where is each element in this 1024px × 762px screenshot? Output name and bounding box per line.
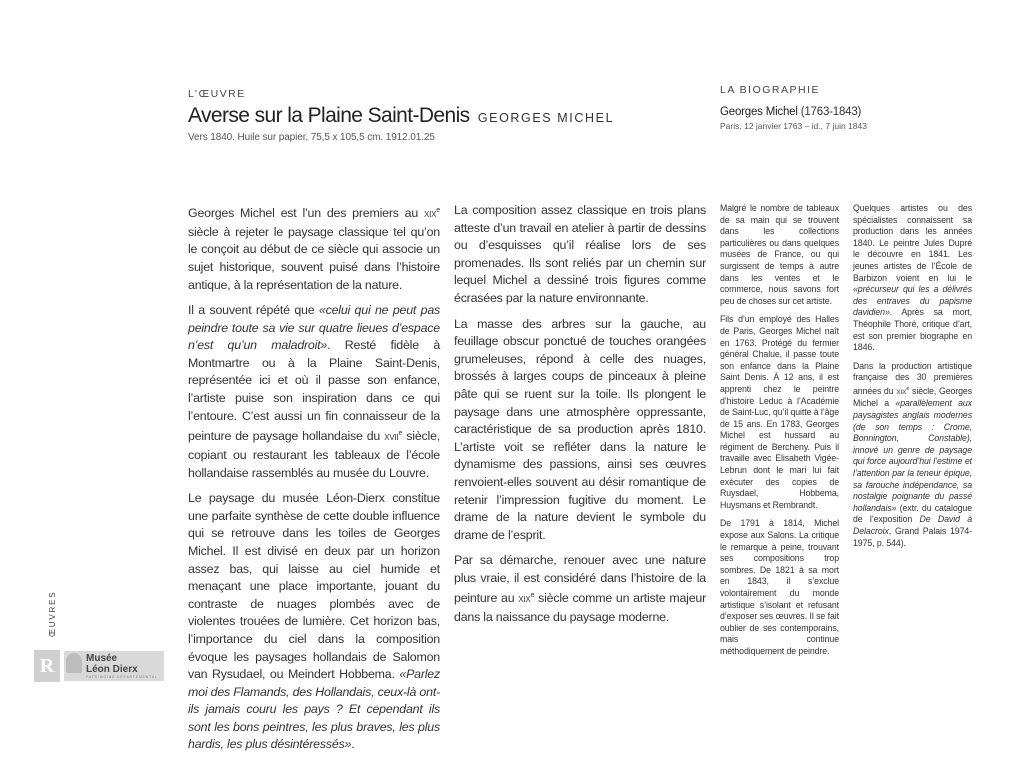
col3-paragraph-3: De 1791 à 1814, Michel expose aux Salons. La critique le remarque à peine, trouvant ses compositions trop sombres. De 1821 à sa mort en 1843, il s’exclue volontairement du monde artistique s’isolant et refusant d’exposer ses œuvres. Il se fait oublier de ses contemporains, mais continue méthodiquement de peindre.	[720, 518, 839, 656]
artwork-meta: Vers 1840. Huile sur papier. 75,5 x 105,5 cm. 1912.01.25	[188, 132, 435, 143]
quote: «Parlez moi des Flamands, des Hollandais, ceux-là ont-ils jamais couru les pays ? Et cependant ils sont les bons peintres, les plus braves, les plus hardis, les plus désintéressés»	[188, 667, 440, 752]
superscript: e	[398, 430, 403, 438]
text: Le paysage du musée Léon-Dierx constitue une parfaite synthèse de cette double influence qui se retrouve dans les toiles de Georges Michel. Il est divisé en deux par un horizon assez bas, qui laisse au ciel humide et menaçant une place importante, jouant du contraste de nuages plombés avec de violentes trouées de lumière. Cet horizon bas, l’importance du ciel dans la composition évoque les paysages hollandais de Salomon van Rysudael, ou Meindert Hobbema.	[188, 491, 440, 682]
bio-name: Georges Michel	[720, 106, 798, 118]
column-1	[188, 202, 440, 762]
text: siècle, copiant ou restaurant les tableaux de l’école hollandaise rassemblés au musée du Louvre.	[188, 429, 440, 480]
title-text: Averse sur la Plaine Saint-Denis	[188, 104, 470, 127]
col1-paragraph-2	[188, 302, 440, 482]
col3-paragraph-1: Malgré le nombre de tableaux de sa main qui se trouvent dans les collections particulières ou dans quelques musées de France, ou qui surgissent de temps à autre dans les ventes et le commerce, nous savons fort peu de choses sur cet artiste.	[720, 203, 839, 306]
text: , Grand Palais 1974-1975, p. 544).	[853, 525, 972, 548]
side-tag-oeuvres: ŒUVRES	[48, 590, 57, 637]
bio-name-line	[720, 106, 867, 118]
quote: «celui qui ne peut pas peindre toute sa vie sur quatre lieues d’espace n’est qu’un maladroit»	[188, 303, 441, 353]
col2-paragraph-1: La composition assez classique en trois plans atteste d’un travail en atelier à partir de dessins ou d’esquisses qu’il réalise lors de ses promenades. Ils sont reliés par un chemin sur lequel Michel a dessiné trois figures comme écrasées par la nature environnante.	[454, 203, 706, 305]
text: Il a souvent répété que	[188, 303, 319, 318]
century-numeral: XVII	[384, 433, 399, 443]
quote: «parallèlement aux paysagistes anglais modernes (de son temps : Crome, Bonnington, Constable), innové un genre de paysage qui force aujourd’hui l’estime et l’attention par la teneur épique, sa farouche indépendance, sa nostalgie poignante du passé hollandais»	[853, 398, 972, 513]
text: . Resté fidèle à Montmartre ou à la Plaine Saint-Denis, représentée ici et où il passe son enfance, l’artiste puise son inspiration dans ce qui l’entoure. C’est aussi un fin connaisseur de la peinture de paysage hollandaise du	[188, 338, 441, 444]
text: Quelques artistes ou des spécialistes connaissent sa production dans les années 1840. Le peintre Jules Dupré le découvre en 1841. Les jeunes artistes de l’École de Barbizon voient en lui le	[853, 203, 972, 283]
col3-paragraph-2: Fils d’un employé des Halles de Paris, Georges Michel naît en 1763. Protégé du fermier général Chalue, il passe toute son enfance dans la Plaine Saint Denis. À 12 ans, il est apprenti chez le peintre d’histoire Leduc à l’Académie de Saint-Luc, qu’il quitte à l’âge de 15 ans. En 1783, Georges Michel est hussard au régiment de Bercheny. Puis il travaille avec Elisabeth Vigée-Lebrun dont le mari lui fait exécuter des copies de Ruysdael, Hobbema, Huysmans et Rembrandt.	[720, 314, 839, 510]
col1-paragraph-3	[188, 490, 440, 754]
text: siècle comme un artiste majeur dans la naissance du paysage moderne.	[454, 591, 706, 625]
biography-header	[720, 106, 867, 131]
text: Par sa démarche, renouer avec une nature plus vraie, il est considéré dans l’histoire de la peinture au	[454, 553, 706, 606]
catalogue-title: De David à Delacroix	[853, 514, 972, 536]
superscript: e	[530, 592, 535, 600]
century-numeral: XIX	[424, 210, 437, 220]
text: siècle à rejeter le paysage classique tel qu’on le conçoit au début de ce siècle qui associe un sujet historique, souvent puisé dans l’histoire antique, à la représentation de la nature.	[188, 224, 440, 292]
col2-paragraph-2: La masse des arbres sur la gauche, au feuillage obscur ponctué de touches orangées grumeleuses, répond à celle des nuages, brossés à larges coups de pinceaux à pleine pâte qui se ruent sur la toile. Ils plongent le paysage dans une atmosphère oppressante, caractéristique de sa production après 1810. L’artiste voit se refléter dans la nature le dynamisme des passions, ainsi ses œuvres renvoient-elles souvent au désir romantique de retenir l’impression fugitive du moment. Le drame de la nature devient le symbole du drame de l’esprit.	[454, 316, 706, 542]
section-label-oeuvre: L’ŒUVRE	[188, 88, 246, 100]
col2-paragraph-3	[454, 552, 706, 627]
century-numeral: XIX	[896, 388, 907, 396]
artwork-title	[188, 104, 614, 128]
century-numeral: XIX	[518, 595, 531, 605]
col4-paragraph-2	[853, 361, 972, 549]
text: . Après sa mort, Théophile Thoré, critique d’art, est son premier biographe en 1846.	[853, 307, 972, 353]
superscript: e	[906, 385, 910, 392]
quote: «précurseur qui les a délivrés des entraves du papisme davidien»	[853, 284, 972, 318]
logo-badge	[34, 650, 60, 682]
column-2	[454, 202, 706, 635]
logo-line-2: Léon Dierx	[86, 664, 138, 675]
text: (extr. du catalogue de l’exposition	[853, 502, 972, 525]
text: .	[351, 737, 355, 752]
text: Dans la production artistique française des 30 premières années du	[853, 360, 972, 396]
col4-paragraph-1	[853, 203, 972, 354]
text: siècle, Georges Michel a	[853, 385, 972, 409]
col1-paragraph-1	[188, 202, 440, 294]
column-4	[853, 203, 972, 556]
logo-line-1: Musée	[86, 653, 118, 664]
portrait-icon	[66, 653, 82, 673]
logo-line-3: PATRIMOINE DÉPARTEMENTAL	[86, 675, 158, 679]
bio-dates: Paris, 12 janvier 1763 – id., 7 juin 1843	[720, 121, 867, 131]
artist-name: GEORGES MICHEL	[477, 111, 615, 125]
logo-text-block	[64, 651, 164, 681]
column-3	[720, 203, 839, 665]
section-label-biographie: LA BIOGRAPHIE	[720, 84, 821, 96]
logo-badge-letter: R	[39, 654, 55, 677]
superscript: e	[436, 207, 440, 214]
museum-logo	[34, 650, 164, 682]
bio-years: (1763-1843)	[800, 106, 862, 118]
text: Georges Michel est l’un des premiers au	[188, 206, 424, 221]
